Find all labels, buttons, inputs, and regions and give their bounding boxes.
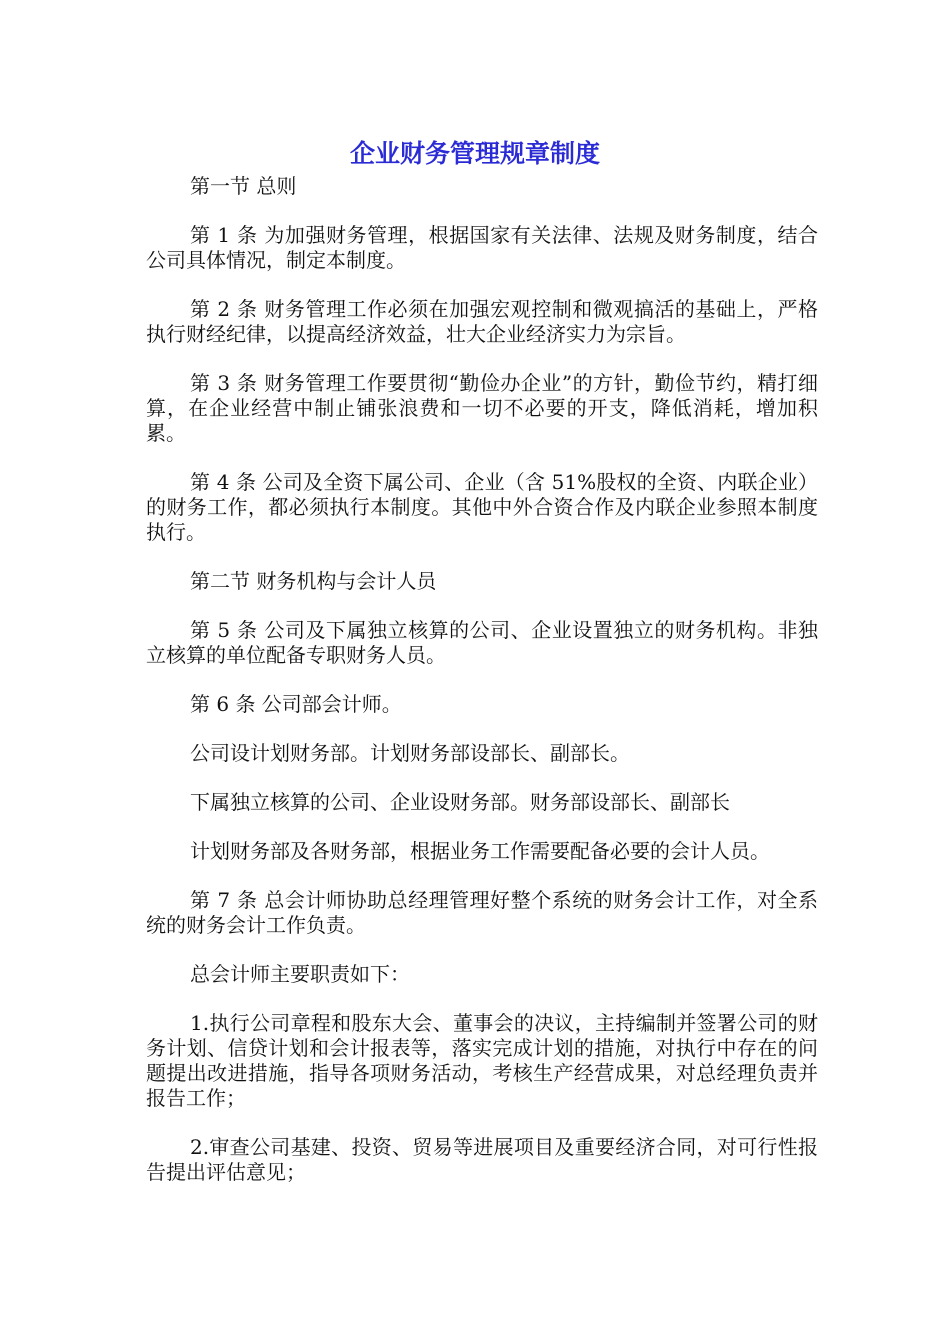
article-5: 第 5 条 公司及下属独立核算的公司、企业设置独立的财务机构。非独立核算的单位配备专职财务人员。: [146, 618, 818, 667]
article-1: 第 1 条 为加强财务管理，根据国家有关法律、法规及财务制度，结合公司具体情况，制定本制度。: [146, 223, 818, 272]
article-4: 第 4 条 公司及全资下属公司、企业（含 51%股权的全资、内联企业）的财务工作，都必须执行本制度。其他中外合资合作及内联企业参照本制度执行。: [146, 470, 818, 544]
article-3: 第 3 条 财务管理工作要贯彻“勤俭办企业”的方针，勤俭节约，精打细算，在企业经营中制止铺张浪费和一切不必要的开支，降低消耗，增加积累。: [146, 371, 818, 445]
article-6: 第 6 条 公司部会计师。: [190, 692, 402, 716]
document-body: [146, 174, 818, 1209]
section-heading-finance-staff: 第二节 财务机构与会计人员: [190, 569, 437, 593]
paragraph-planning-dept: 公司设计划财务部。计划财务部设部长、副部长。: [190, 741, 630, 765]
paragraph-duties-intro: 总会计师主要职责如下：: [190, 962, 410, 986]
article-7: 第 7 条 总会计师协助总经理管理好整个系统的财务会计工作，对全系统的财务会计工作负责。: [146, 888, 818, 937]
section-heading-general: 第一节 总则: [190, 174, 297, 198]
document-title: 企业财务管理规章制度: [349, 139, 600, 168]
duty-item-1: 1.执行公司章程和股东大会、董事会的决议，主持编制并签署公司的财务计划、信贷计划和会计报表等，落实完成计划的措施，对执行中存在的问题提出改进措施，指导各项财务活动，考核生产经营成果，对总经理负责并报告工作；: [146, 1011, 818, 1110]
article-2: 第 2 条 财务管理工作必须在加强宏观控制和微观搞活的基础上，严格执行财经纪律，以提高经济效益，壮大企业经济实力为宗旨。: [146, 297, 818, 346]
paragraph-subsidiary-dept: 下属独立核算的公司、企业设财务部。财务部设部长、副部长: [190, 790, 730, 814]
duty-item-2: 2.审查公司基建、投资、贸易等进展项目及重要经济合同，对可行性报告提出评估意见；: [146, 1135, 818, 1184]
paragraph-staffing: 计划财务部及各财务部，根据业务工作需要配备必要的会计人员。: [190, 839, 770, 863]
